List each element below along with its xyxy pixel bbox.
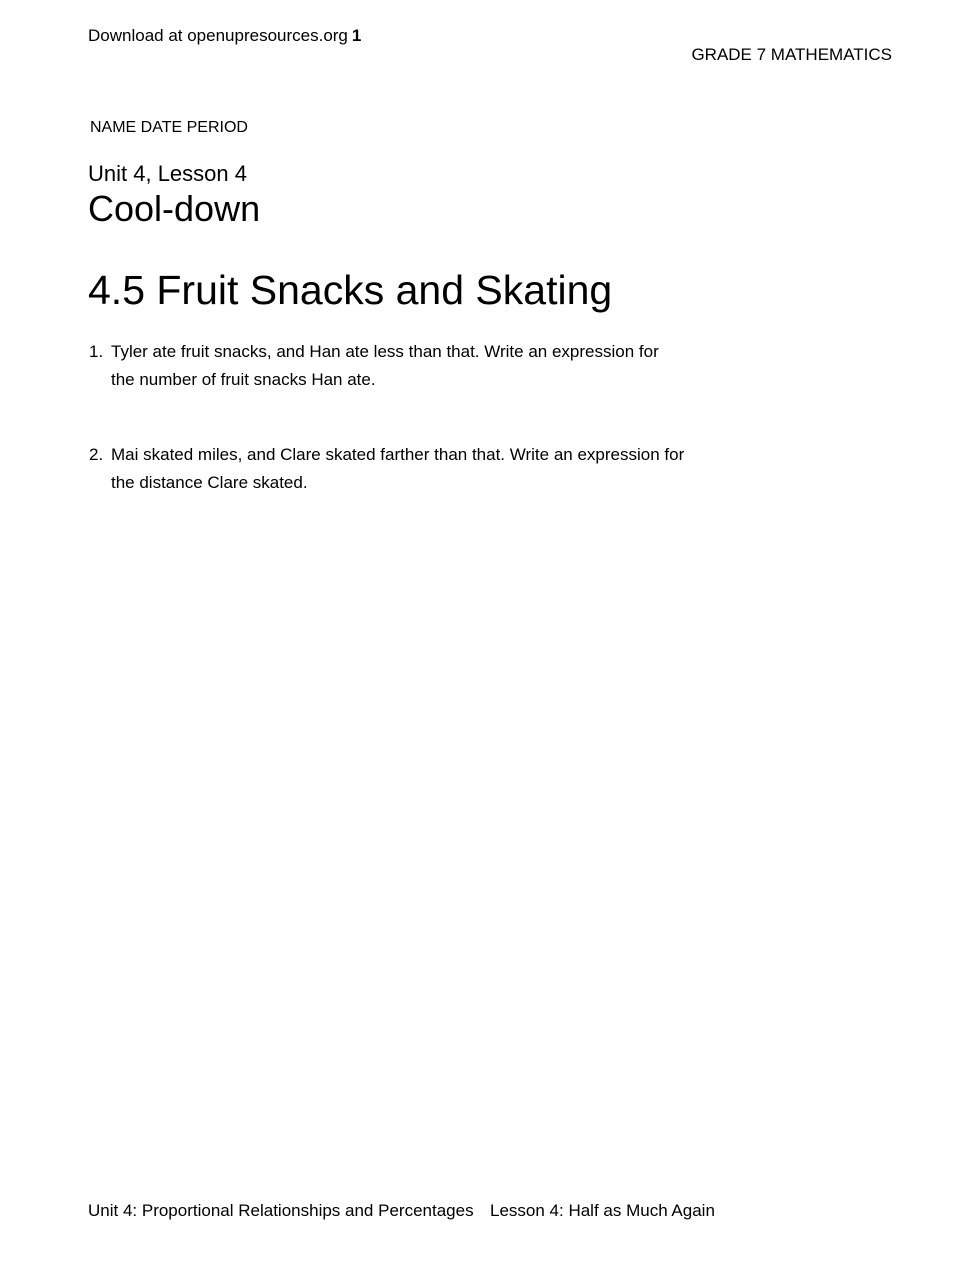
footer-unit-title: Unit 4: Proportional Relationships and Percentages [88, 1201, 474, 1220]
footer-lesson-title: Lesson 4: Half as Much Again [490, 1201, 715, 1220]
grade-label: GRADE 7 MATHEMATICS [691, 45, 892, 64]
problem-2-text [111, 441, 684, 497]
problem-1-text [111, 338, 659, 394]
page-title: 4.5 Fruit Snacks and Skating [88, 267, 613, 313]
problem-item-2 [89, 441, 684, 497]
problem-1-number: 1. [89, 342, 104, 361]
section-type-heading: Cool-down [88, 188, 261, 229]
problem-1-line-1: Tyler ate fruit snacks, and Han ate less than that. Write an expression for [111, 342, 659, 361]
header-download-line [88, 26, 361, 46]
problem-2-number: 2. [89, 445, 104, 464]
problem-item-1 [89, 338, 659, 394]
problem-2-line-1: Mai skated miles, and Clare skated farther than that. Write an expression for [111, 445, 685, 464]
download-text: Download at openupresources.org [88, 26, 348, 45]
page-number: 1 [351, 26, 362, 45]
problem-1-line-2: the number of fruit snacks Han ate. [111, 370, 376, 389]
name-date-period-label: NAME DATE PERIOD [90, 119, 248, 136]
unit-lesson-label: Unit 4, Lesson 4 [88, 161, 247, 186]
problem-2-line-2: the distance Clare skated. [111, 473, 308, 492]
